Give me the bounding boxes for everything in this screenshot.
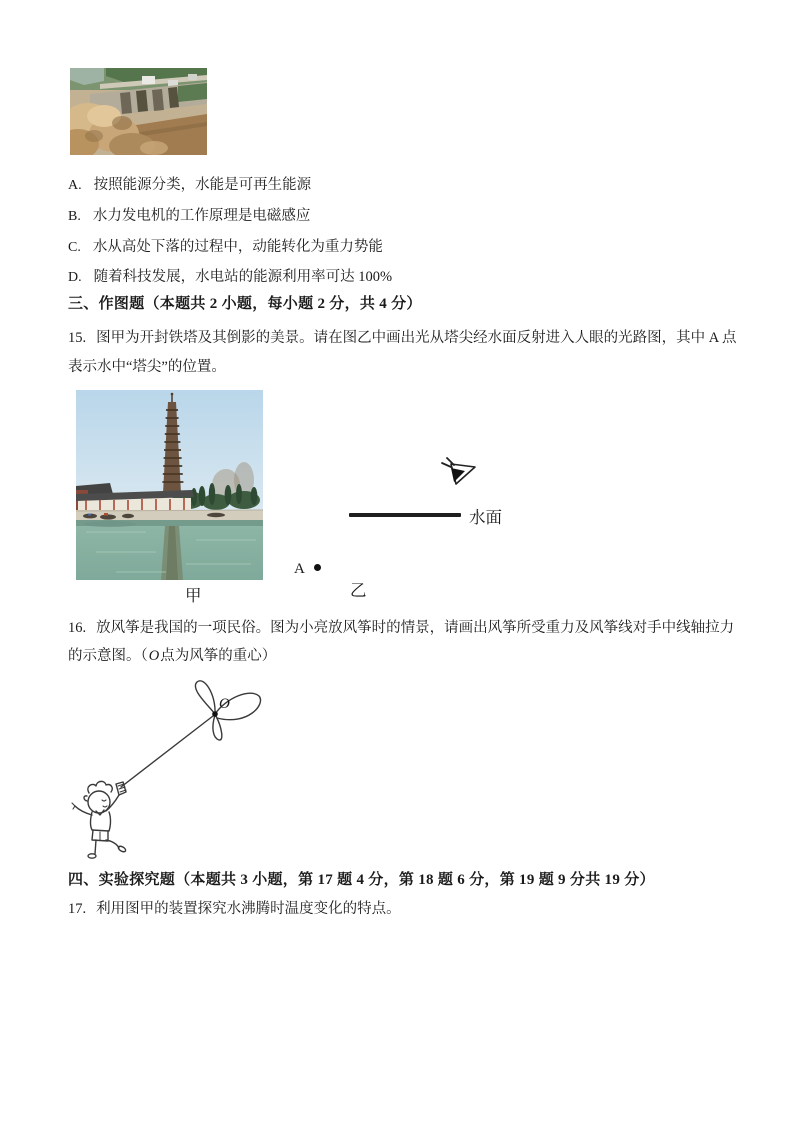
option-text: 随着科技发展，水电站的能源利用率可达 100% <box>93 269 393 285</box>
q17-line1 <box>68 900 401 918</box>
option-label: B. <box>68 209 81 224</box>
option-label: A. <box>68 178 82 193</box>
option-row-b <box>68 207 310 226</box>
section-4-heading: 四、实验探究题（本题共 3 小题，第 17 题 4 分，第 18 题 6 分，第 19 题 9 分共 19 分） <box>68 872 655 888</box>
q16-line2-suffix: 点为风筝的重心） <box>160 648 277 664</box>
q15-text: 图甲为开封铁塔及其倒影的美景。请在图乙中画出光从塔尖经水面反射进入人眼的光路图，其中 A 点 <box>96 330 737 346</box>
q15-number: 15. <box>68 330 87 346</box>
water-surface-label: 水面 <box>469 508 502 527</box>
q16-line2 <box>68 647 276 665</box>
water-surface-line <box>349 513 461 517</box>
option-label: C. <box>68 240 81 255</box>
q15-line2: 表示水中“塔尖”的位置。 <box>68 359 226 375</box>
q17-text: 利用图甲的装置探究水沸腾时温度变化的特点。 <box>96 901 401 917</box>
q16-line1 <box>68 619 734 637</box>
hydropower-dam-photo <box>70 68 207 155</box>
point-a-dot <box>314 564 321 571</box>
q17-number: 17. <box>68 901 87 917</box>
figure-yi-caption: 乙 <box>350 581 367 600</box>
q16-line2-prefix: 的示意图。（ <box>68 648 148 664</box>
option-label: D. <box>68 270 82 285</box>
figure-jia-caption: 甲 <box>185 586 202 605</box>
option-text: 按照能源分类，水能是可再生能源 <box>93 177 312 193</box>
child-flying-kite-drawing <box>70 678 265 868</box>
kite-center-dot <box>212 711 218 717</box>
kite-center-label: O <box>219 696 230 712</box>
q16-o-symbol: O <box>148 648 160 664</box>
section-3-heading: 三、作图题（本题共 2 小题，每小题 2 分，共 4 分） <box>68 296 422 312</box>
q16-number: 16. <box>68 620 87 636</box>
option-text: 水从高处下落的过程中，动能转化为重力势能 <box>92 239 383 255</box>
point-a-label: A <box>294 561 305 577</box>
option-row-d <box>68 268 392 287</box>
q15-line1 <box>68 329 737 347</box>
option-text: 水力发电机的工作原理是电磁感应 <box>92 208 311 224</box>
q16-text: 放风筝是我国的一项民俗。图为小亮放风筝时的情景，请画出风筝所受重力及风筝线对手中线轴拉力 <box>96 620 735 636</box>
option-row-a <box>68 176 311 195</box>
eye-icon <box>439 455 477 485</box>
pagoda-reflection-photo <box>76 390 263 580</box>
option-row-c <box>68 238 383 257</box>
